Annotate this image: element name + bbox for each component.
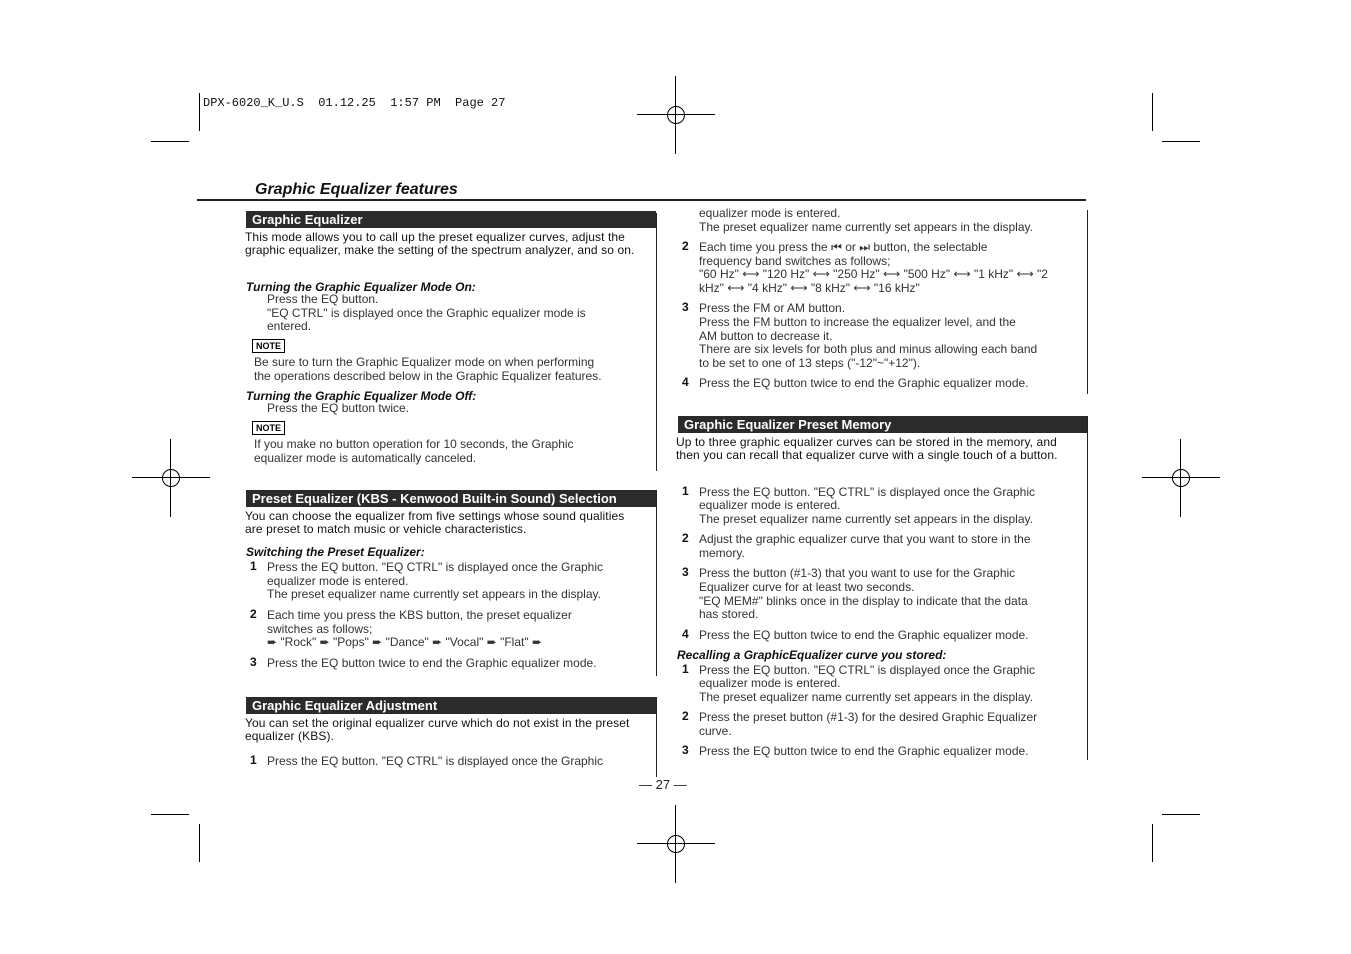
- step-text: frequency band switches as follows;: [699, 254, 891, 268]
- step-text: "EQ MEM#" blinks once in the display to indicate that the data: [699, 594, 1028, 608]
- step-number: 3: [682, 565, 689, 579]
- step-text: Press the EQ button. "EQ CTRL" is displayed once the Graphic: [699, 485, 1036, 499]
- right-column-rule: [1087, 210, 1088, 394]
- body-text: Press the EQ button twice.: [267, 401, 410, 415]
- step-number: 2: [682, 709, 689, 723]
- crop-mark: [199, 93, 200, 131]
- step-text: equalizer mode is entered.: [699, 676, 841, 690]
- step-number: 2: [682, 239, 689, 253]
- step-text: Press the EQ button twice to end the Graphic equalizer mode.: [699, 628, 1029, 642]
- crop-mark: [199, 824, 200, 862]
- step-text: The preset equalizer name currently set appears in the display.: [267, 587, 601, 601]
- body-text: entered.: [267, 319, 312, 333]
- section-heading-graphic-equalizer: Graphic Equalizer: [246, 211, 656, 228]
- sub-heading-switching: Switching the Preset Equalizer:: [246, 545, 425, 559]
- step-text: to be set to one of 13 steps ("-12"~"+12").: [699, 356, 921, 370]
- step-text: The preset equalizer name currently set appears in the display.: [699, 512, 1033, 526]
- registration-mark: [637, 76, 715, 154]
- step-text: equalizer mode is entered.: [699, 206, 841, 220]
- step-number: 4: [682, 375, 689, 389]
- step-text: switches as follows;: [267, 622, 373, 636]
- sub-heading-recalling: Recalling a GraphicEqualizer curve you stored:: [677, 648, 947, 662]
- note-label: NOTE: [252, 421, 285, 435]
- left-column-rule: [656, 697, 657, 777]
- step-text: AM button to decrease it.: [699, 329, 833, 343]
- step-number: 1: [682, 484, 689, 498]
- left-column-rule: [656, 490, 657, 676]
- crop-mark: [1162, 141, 1200, 142]
- step-text: equalizer mode is entered.: [699, 498, 841, 512]
- step-text: kHz" ⟷ "4 kHz" ⟷ "8 kHz" ⟷ "16 kHz": [699, 281, 920, 295]
- section-heading-preset-equalizer: Preset Equalizer (KBS - Kenwood Built-in Sound) Selection: [246, 490, 656, 507]
- crop-mark: [1152, 824, 1153, 862]
- left-column-rule: [656, 213, 657, 471]
- step-number: 4: [682, 627, 689, 641]
- step-text: Press the EQ button twice to end the Graphic equalizer mode.: [699, 376, 1029, 390]
- step-text: The preset equalizer name currently set appears in the display.: [699, 220, 1033, 234]
- step-text: ➨ "Rock" ➨ "Pops" ➨ "Dance" ➨ "Vocal" ➨ "Flat" ➨: [267, 635, 543, 649]
- crop-mark: [1162, 814, 1200, 815]
- page-title: Graphic Equalizer features: [255, 181, 458, 198]
- body-text: Press the EQ button.: [267, 292, 379, 306]
- crop-mark: [151, 141, 189, 142]
- body-text: "EQ CTRL" is displayed once the Graphic equalizer mode is: [267, 306, 586, 320]
- step-text: Press the button (#1-3) that you want to use for the Graphic: [699, 566, 1016, 580]
- step-text: Press the EQ button twice to end the Graphic equalizer mode.: [267, 656, 597, 670]
- section-heading-adjustment: Graphic Equalizer Adjustment: [246, 697, 656, 714]
- step-text: Press the preset button (#1-3) for the desired Graphic Equalizer: [699, 710, 1038, 724]
- step-text: equalizer mode is entered.: [267, 574, 409, 588]
- section-heading-preset-memory: Graphic Equalizer Preset Memory: [678, 416, 1087, 433]
- step-text: Each time you press the ⏮ or ⏭ button, the selectable: [699, 240, 988, 254]
- section-intro: You can choose the equalizer from five settings whose sound qualities are preset to match music or vehicle characteristics.: [245, 509, 625, 536]
- note-text: If you make no button operation for 10 seconds, the Graphic: [254, 437, 574, 451]
- step-text: memory.: [699, 546, 745, 560]
- step-text: Press the FM or AM button.: [699, 301, 846, 315]
- registration-mark: [637, 805, 715, 883]
- step-text: has stored.: [699, 607, 759, 621]
- step-number: 1: [250, 753, 257, 767]
- note-label: NOTE: [252, 339, 285, 353]
- step-number: 1: [250, 559, 257, 573]
- sub-heading-mode-off: Turning the Graphic Equalizer Mode Off:: [246, 389, 477, 403]
- step-text: There are six levels for both plus and minus allowing each band: [699, 342, 1038, 356]
- step-text: "60 Hz" ⟷ "120 Hz" ⟷ "250 Hz" ⟷ "500 Hz" ⟷ "1 kHz" ⟷ "2: [699, 267, 1048, 281]
- section-intro: Up to three graphic equalizer curves can be stored in the memory, and then you can recall that equalizer curve with a single touch of a button.: [676, 435, 1058, 462]
- crop-mark: [151, 814, 189, 815]
- step-text: Adjust the graphic equalizer curve that you want to store in the: [699, 532, 1031, 546]
- step-number: 1: [682, 662, 689, 676]
- crop-mark: [1152, 93, 1153, 131]
- step-number: 2: [682, 531, 689, 545]
- registration-mark: [132, 439, 210, 517]
- step-text: curve.: [699, 724, 732, 738]
- title-rule: [197, 199, 1086, 201]
- right-column-rule: [1087, 416, 1088, 760]
- page-number: — 27 —: [639, 777, 687, 792]
- step-number: 3: [250, 655, 257, 669]
- section-intro: This mode allows you to call up the preset equalizer curves, adjust the graphic equalizer, make the setting of the spectrum analyzer, and so on.: [245, 230, 635, 257]
- step-text: Press the EQ button twice to end the Graphic equalizer mode.: [699, 744, 1029, 758]
- print-slug: DPX-6020_K_U.S 01.12.25 1:57 PM Page 27: [203, 96, 506, 110]
- step-number: 2: [250, 607, 257, 621]
- step-text: Press the EQ button. "EQ CTRL" is displayed once the Graphic: [267, 754, 604, 768]
- step-text: Each time you press the KBS button, the preset equalizer: [267, 608, 572, 622]
- note-text: Be sure to turn the Graphic Equalizer mode on when performing: [254, 355, 595, 369]
- step-text: The preset equalizer name currently set appears in the display.: [699, 690, 1033, 704]
- step-text: Press the EQ button. "EQ CTRL" is displayed once the Graphic: [267, 560, 604, 574]
- step-number: 3: [682, 300, 689, 314]
- step-text: Press the EQ button. "EQ CTRL" is displayed once the Graphic: [699, 663, 1036, 677]
- registration-mark: [1142, 439, 1220, 517]
- step-number: 3: [682, 743, 689, 757]
- section-intro: You can set the original equalizer curve which do not exist in the preset equalizer (KBS).: [245, 716, 630, 743]
- step-text: Press the FM button to increase the equalizer level, and the: [699, 315, 1016, 329]
- note-text: the operations described below in the Graphic Equalizer features.: [254, 369, 602, 383]
- step-text: Equalizer curve for at least two seconds.: [699, 580, 915, 594]
- note-text: equalizer mode is automatically canceled.: [254, 451, 477, 465]
- sub-heading-mode-on: Turning the Graphic Equalizer Mode On:: [246, 280, 476, 294]
